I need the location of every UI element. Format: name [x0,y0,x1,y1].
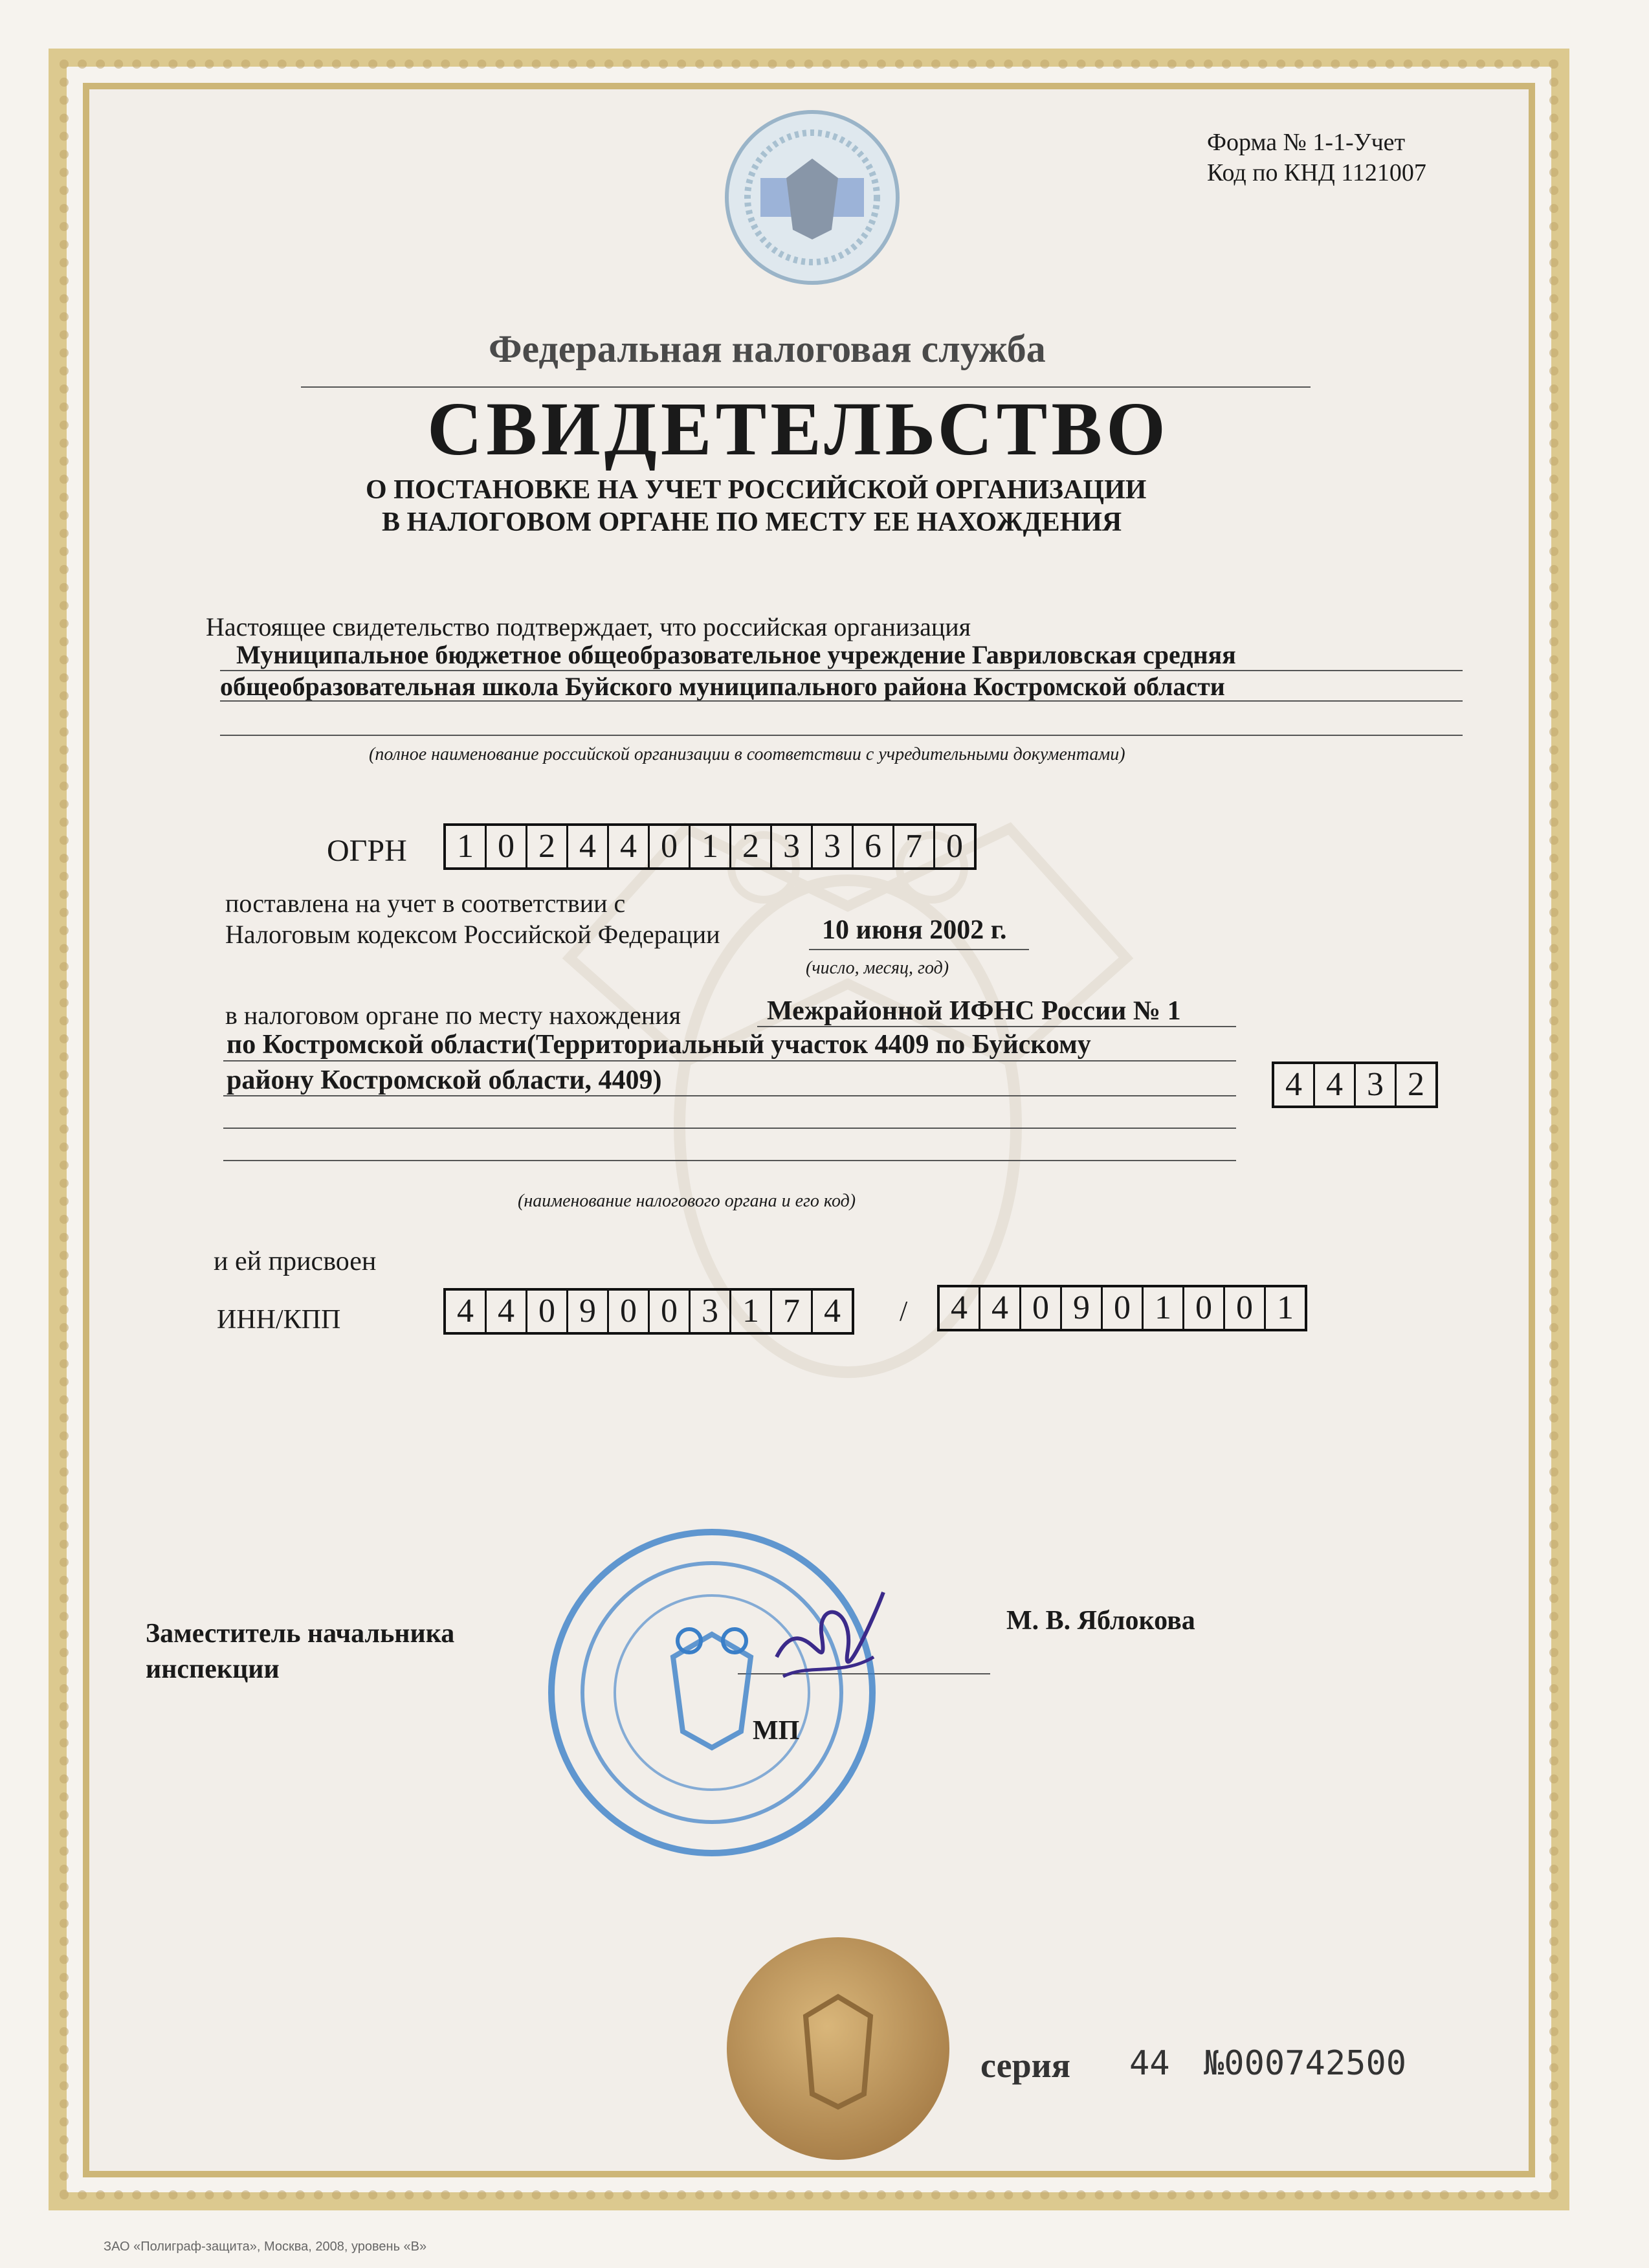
digit-cell: 9 [568,1291,609,1332]
page-title: СВИДЕТЕЛЬСТВО [427,386,1169,471]
digit-cell: 0 [650,826,691,867]
knd-code: Код по КНД 1121007 [1207,159,1426,186]
tax-office-line-3: району Костромской области, 4409) [227,1065,662,1095]
digit-cell: 0 [609,1291,650,1332]
registered-text-2: Налоговым кодексом Российской Федерации [225,920,720,949]
form-number: Форма № 1-1-Учет [1207,129,1406,156]
serial-series: 44 [1129,2044,1170,2083]
digit-cell: 0 [1225,1287,1266,1329]
serial-label: серия [980,2046,1070,2085]
tax-office-rule-2 [223,1060,1236,1062]
digit-cell: 7 [772,1291,813,1332]
inn-kpp-label: ИНН/КПП [217,1305,341,1335]
registration-date: 10 июня 2002 г. [822,915,1007,945]
digit-cell: 0 [487,826,527,867]
digit-cell: 1 [1144,1287,1184,1329]
digit-cell: 3 [772,826,813,867]
printer-footer: ЗАО «Полиграф-защита», Москва, 2008, уровень «В» [104,2240,427,2254]
org-line-3 [220,735,1463,736]
seal-place-mark: МП [753,1716,800,1746]
registered-text-1: поставлена на учет в соответствии с [225,889,626,918]
digit-cell: 4 [1274,1064,1315,1106]
digit-cell: 7 [894,826,935,867]
digit-cell: 1 [731,1291,772,1332]
digit-cell: 4 [980,1287,1021,1329]
digit-cell: 6 [854,826,894,867]
digit-cell: 0 [1184,1287,1225,1329]
digit-cell: 4 [824,1293,841,1329]
tax-office-line-2: по Костромской области(Территориальный участок 4409 по Буйскому [227,1030,1091,1060]
org-name-line-1: Муниципальное бюджетное общеобразовательное учреждение Гавриловская средняя [236,640,1236,669]
org-line-2 [220,700,1463,702]
serial-number: №000742500 [1204,2044,1407,2083]
digit-cell: 0 [1021,1287,1062,1329]
digit-cell: 0 [527,1291,568,1332]
ogrn-field [443,823,977,870]
digit-cell: 4 [446,1291,487,1332]
digit-cell: 4 [568,826,609,867]
tax-office-hint: (наименование налогового органа и его код) [518,1191,856,1211]
tax-office-code-field [1272,1062,1438,1108]
tax-office-rule-1 [757,1026,1236,1027]
agency-name: Федеральная налоговая служба [489,328,1046,370]
date-line [809,949,1029,950]
digit-cell: 0 [946,828,963,865]
digit-cell: 1 [1277,1289,1294,1326]
org-name-hint: (полное наименование российской организации в соответствии с учредительными документами) [369,744,1125,764]
digit-cell: 2 [1408,1066,1424,1103]
assigned-text: и ей присвоен [214,1247,377,1276]
signature-scribble [764,1579,893,1709]
hologram-emblem-icon [722,107,903,288]
subtitle-line-1: О ПОСТАНОВКЕ НА УЧЕТ РОССИЙСКОЙ ОРГАНИЗАЦИИ [366,475,1147,505]
digit-cell: 9 [1062,1287,1103,1329]
tax-office-rule-3 [223,1095,1236,1096]
date-hint: (число, месяц, год) [806,958,949,978]
subtitle-line-2: В НАЛОГОВОМ ОРГАНЕ ПО МЕСТУ ЕЕ НАХОЖДЕНИЯ [382,507,1122,537]
digit-cell: 4 [609,826,650,867]
digit-cell: 2 [527,826,568,867]
signer-name: М. В. Яблокова [1006,1606,1195,1636]
inn-field [443,1288,854,1335]
signer-position-1: Заместитель начальника [146,1619,455,1649]
inn-kpp-separator: / [900,1295,908,1327]
intro-text: Настоящее свидетельство подтверждает, что российская организация [206,612,971,641]
digit-cell: 4 [1315,1064,1356,1106]
digit-cell: 4 [940,1287,980,1329]
digit-cell: 1 [691,826,731,867]
digit-cell: 3 [813,826,854,867]
tax-office-label: в налоговом органе по месту нахождения [225,1001,681,1030]
digit-cell: 1 [446,826,487,867]
digit-cell: 4 [487,1291,527,1332]
tax-office-rule-4 [223,1128,1236,1129]
kpp-field [937,1285,1307,1331]
digit-cell: 0 [1103,1287,1144,1329]
tax-office-rule-5 [223,1160,1236,1161]
ogrn-label: ОГРН [327,834,407,868]
digit-cell: 2 [731,826,772,867]
digit-cell: 3 [691,1291,731,1332]
digit-cell: 3 [1356,1064,1397,1106]
org-name-line-2: общеобразовательная школа Буйского муниципального района Костромской области [220,672,1225,701]
signer-position-2: инспекции [146,1654,280,1684]
digit-cell: 0 [650,1291,691,1332]
gold-seal-icon [722,1932,955,2165]
tax-office-line-1: Межрайонной ИФНС России № 1 [767,996,1181,1026]
